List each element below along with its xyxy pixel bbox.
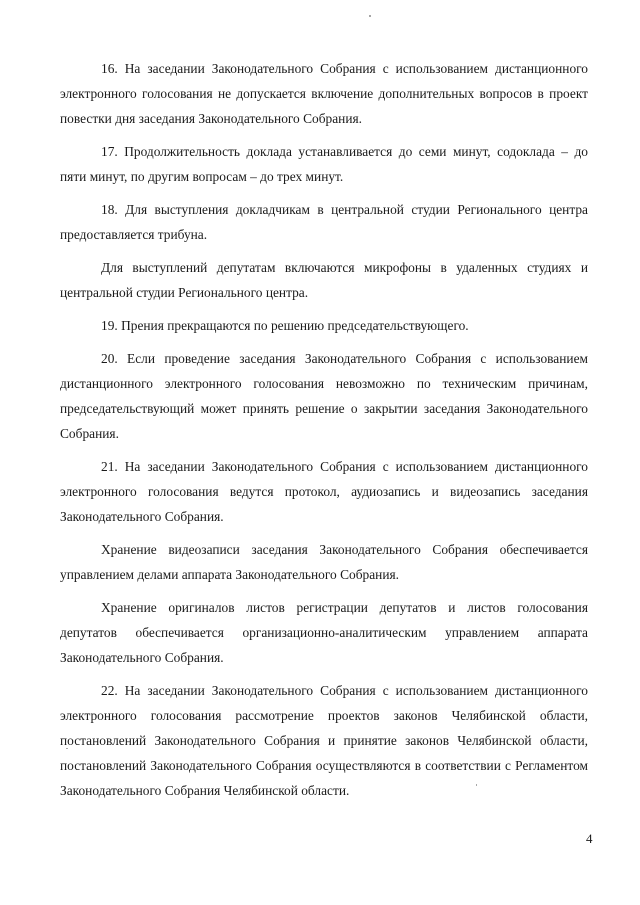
paragraph-20: 20. Если проведение заседания Законодательного Собрания с использованием дистанционного электронного голосования невозможно по техническим причинам, председательствующий может принять решение о закрытии заседания Законодательного Собрания.: [60, 351, 588, 441]
paragraph-17: 17. Продолжительность доклада устанавливается до семи минут, содоклада – до пяти минут, по другим вопросам – до трех минут.: [60, 144, 588, 184]
document-body: [60, 56, 588, 803]
paragraph-18-continued: Для выступлений депутатам включаются микрофоны в удаленных студиях и центральной студии Регионального центра.: [60, 260, 588, 300]
paragraph-16: 16. На заседании Законодательного Собрания с использованием дистанционного электронного голосования не допускается включение дополнительных вопросов в проект повестки дня заседания Законодательного Собрания.: [60, 61, 588, 126]
page-number: 4: [586, 831, 593, 846]
paragraph-21-video-storage: Хранение видеозаписи заседания Законодательного Собрания обеспечивается управлением делами аппарата Законодательного Собрания.: [60, 542, 588, 582]
paragraph-18: 18. Для выступления докладчикам в центральной студии Регионального центра предоставляется трибуна.: [60, 202, 588, 242]
scan-speck: [369, 15, 371, 17]
paragraph-19: 19. Прения прекращаются по решению председательствующего.: [101, 318, 469, 333]
paragraph-22: 22. На заседании Законодательного Собрания с использованием дистанционного электронного голосования рассмотрение проектов законов Челябинской области, постановлений Законодательного Собрания и принятие законов Челябинской области, постановлений Законодательного Собрания осуществляются в соответствии с Регламентом Законодательного Собрания Челябинской области.: [60, 683, 588, 798]
paragraph-21: 21. На заседании Законодательного Собрания с использованием дистанционного электронного голосования ведутся протокол, аудиозапись и видеозапись заседания Законодательного Собрания.: [60, 459, 588, 524]
paragraph-21-originals-storage: Хранение оригиналов листов регистрации депутатов и листов голосования депутатов обеспечивается организационно-аналитическим управлением аппарата Законодательного Собрания.: [60, 600, 588, 665]
